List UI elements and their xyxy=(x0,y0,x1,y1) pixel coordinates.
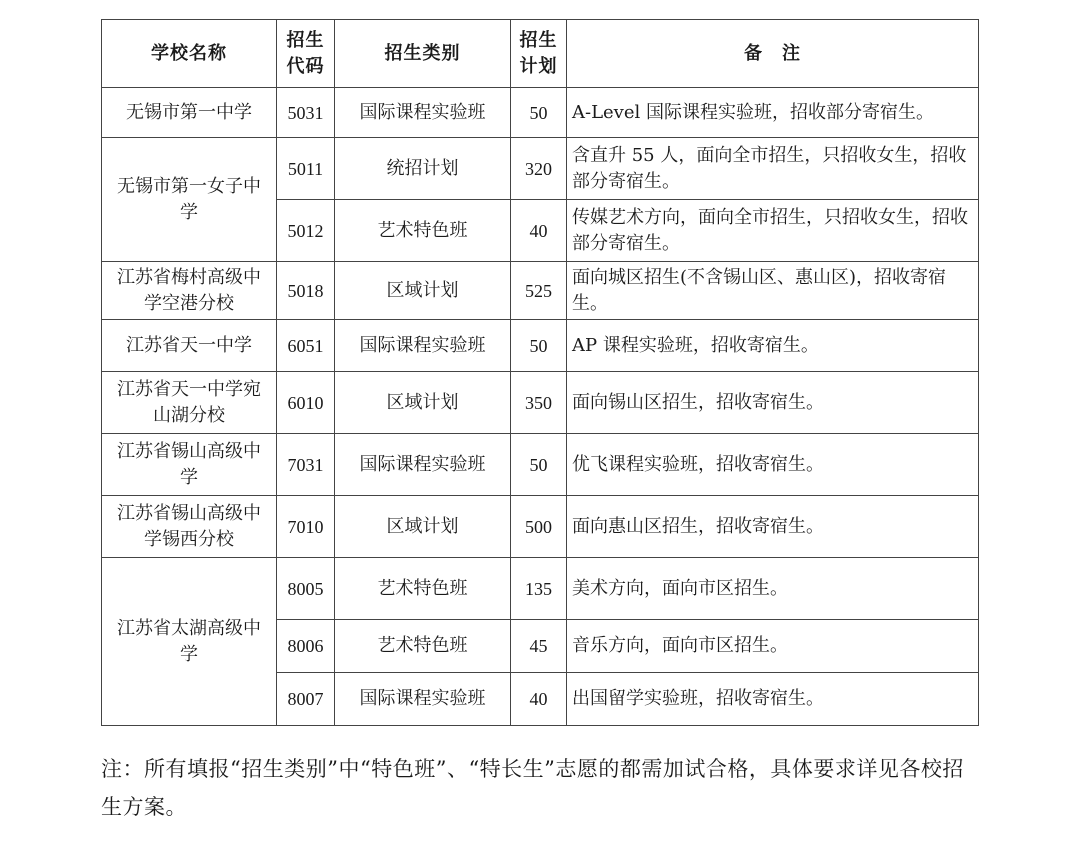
enroll-plan-cell: 50 xyxy=(511,88,567,138)
enrollment-table xyxy=(101,19,979,726)
enroll-code-cell: 6051 xyxy=(277,320,335,372)
enroll-category-cell: 艺术特色班 xyxy=(335,558,511,620)
table-header-row xyxy=(102,20,979,88)
header-enroll-plan-text: 招生 计划 xyxy=(519,29,558,77)
header-enroll-code xyxy=(277,20,335,88)
enroll-plan-cell: 320 xyxy=(511,138,567,200)
enroll-code-cell: 7010 xyxy=(277,496,335,558)
enroll-category-cell: 区域计划 xyxy=(335,372,511,434)
enroll-plan-cell: 135 xyxy=(511,558,567,620)
table-row xyxy=(102,138,979,200)
school-name-cell xyxy=(102,558,277,726)
enroll-category-cell: 国际课程实验班 xyxy=(335,434,511,496)
remark-cell: 面向城区招生(不含锡山区、惠山区)，招收寄宿生。 xyxy=(567,262,979,320)
enroll-plan-cell: 350 xyxy=(511,372,567,434)
header-school-name: 学校名称 xyxy=(102,20,277,88)
school-name-cell: 江苏省锡山高级中学锡西分校 xyxy=(102,496,277,558)
remark-cell: 出国留学实验班，招收寄宿生。 xyxy=(567,673,979,726)
school-name-text: 江苏省太湖高级中学 xyxy=(117,617,261,665)
enroll-category-cell: 艺术特色班 xyxy=(335,200,511,262)
remark-cell: 面向惠山区招生，招收寄宿生。 xyxy=(567,496,979,558)
school-name-cell: 江苏省梅村高级中学空港分校 xyxy=(102,262,277,320)
school-name-cell: 江苏省天一中学宛山湖分校 xyxy=(102,372,277,434)
table-row xyxy=(102,496,979,558)
enroll-code-cell: 7031 xyxy=(277,434,335,496)
remark-cell: 优飞课程实验班，招收寄宿生。 xyxy=(567,434,979,496)
remark-cell: A-Level 国际课程实验班，招收部分寄宿生。 xyxy=(567,88,979,138)
enroll-code-cell: 5018 xyxy=(277,262,335,320)
table-row xyxy=(102,558,979,620)
enroll-code-cell: 5011 xyxy=(277,138,335,200)
enroll-code-cell: 5012 xyxy=(277,200,335,262)
enroll-category-cell: 艺术特色班 xyxy=(335,620,511,673)
enroll-category-cell: 国际课程实验班 xyxy=(335,673,511,726)
enroll-plan-cell: 525 xyxy=(511,262,567,320)
remark-cell: AP 课程实验班，招收寄宿生。 xyxy=(567,320,979,372)
table-row xyxy=(102,262,979,320)
enroll-category-cell: 区域计划 xyxy=(335,496,511,558)
table-row xyxy=(102,88,979,138)
header-enroll-category: 招生类别 xyxy=(335,20,511,88)
remark-cell: 面向锡山区招生，招收寄宿生。 xyxy=(567,372,979,434)
enroll-plan-cell: 40 xyxy=(511,673,567,726)
enroll-category-cell: 国际课程实验班 xyxy=(335,88,511,138)
remark-cell: 含直升 55 人，面向全市招生，只招收女生，招收部分寄宿生。 xyxy=(567,138,979,200)
enroll-category-cell: 区域计划 xyxy=(335,262,511,320)
enroll-code-cell: 8005 xyxy=(277,558,335,620)
header-enroll-plan xyxy=(511,20,567,88)
enroll-category-cell: 统招计划 xyxy=(335,138,511,200)
enroll-code-cell: 8006 xyxy=(277,620,335,673)
table-row xyxy=(102,320,979,372)
enroll-plan-cell: 45 xyxy=(511,620,567,673)
school-name-cell: 江苏省天一中学 xyxy=(102,320,277,372)
footnote: 注：所有填报“招生类别”中“特色班”、“特长生”志愿的都需加试合格，具体要求详见各校招生方案。 xyxy=(101,757,964,819)
header-remarks: 备 注 xyxy=(567,20,979,88)
school-name-cell xyxy=(102,138,277,262)
enroll-plan-cell: 500 xyxy=(511,496,567,558)
enroll-plan-cell: 40 xyxy=(511,200,567,262)
enroll-code-cell: 6010 xyxy=(277,372,335,434)
enroll-plan-cell: 50 xyxy=(511,434,567,496)
remark-cell: 美术方向，面向市区招生。 xyxy=(567,558,979,620)
enroll-category-cell: 国际课程实验班 xyxy=(335,320,511,372)
school-name-cell: 无锡市第一中学 xyxy=(102,88,277,138)
school-name-cell: 江苏省锡山高级中学 xyxy=(102,434,277,496)
enroll-code-cell: 5031 xyxy=(277,88,335,138)
table-row xyxy=(102,434,979,496)
remark-cell: 传媒艺术方向，面向全市招生，只招收女生，招收部分寄宿生。 xyxy=(567,200,979,262)
table-row xyxy=(102,372,979,434)
enroll-code-cell: 8007 xyxy=(277,673,335,726)
school-name-text: 无锡市第一女子中学 xyxy=(117,175,261,223)
remark-cell: 音乐方向，面向市区招生。 xyxy=(567,620,979,673)
enroll-plan-cell: 50 xyxy=(511,320,567,372)
header-enroll-code-text: 招生 代码 xyxy=(286,29,325,77)
